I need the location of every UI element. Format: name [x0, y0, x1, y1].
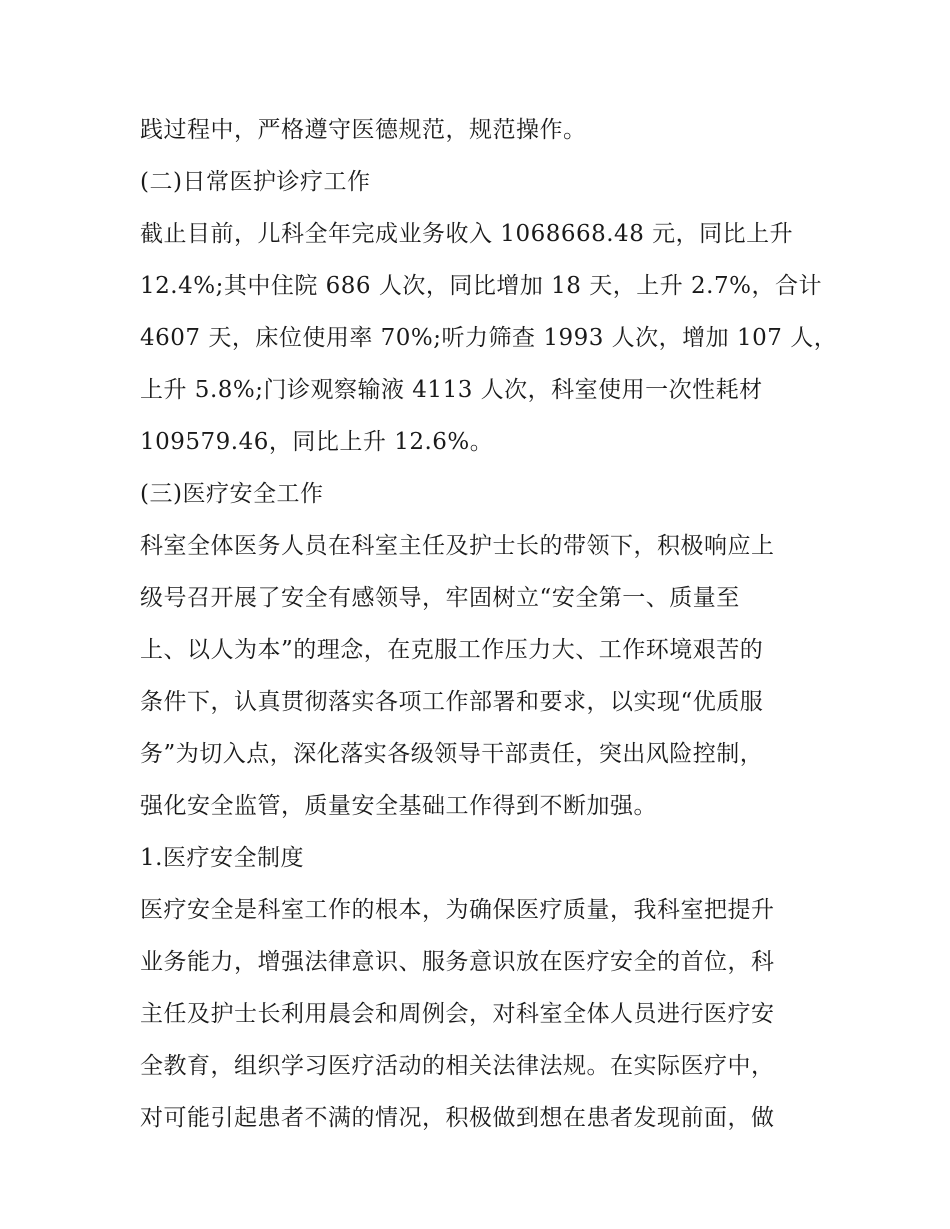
text-line: 对可能引起患者不满的情况，积极做到想在患者发现前面，做 [140, 1105, 775, 1131]
text-line: 主任及护士长利用晨会和周例会，对科室全体人员进行医疗安 [140, 1001, 775, 1027]
text-line: 业务能力，增强法律意识、服务意识放在医疗安全的首位，科 [140, 949, 775, 975]
text-line: 条件下，认真贯彻落实各项工作部署和要求，以实现“优质服 [140, 689, 764, 715]
text-line: 科室全体医务人员在科室主任及护士长的带领下，积极响应上 [140, 533, 775, 559]
text-line: 医疗安全是科室工作的根本，为确保医疗质量，我科室把提升 [140, 897, 775, 923]
text-line: 4607 天，床位使用率 70%;听力筛查 1993 人次，增加 107 人， [140, 325, 838, 351]
section-heading: (三)医疗安全工作 [140, 481, 324, 507]
text-line: 上升 5.8%;门诊观察输液 4113 人次，科室使用一次性耗材 [140, 377, 763, 403]
text-line: 全教育，组织学习医疗活动的相关法律法规。在实际医疗中， [140, 1053, 775, 1079]
text-line: 强化安全监管，质量安全基础工作得到不断加强。 [140, 793, 657, 819]
text-line: 截止目前，儿科全年完成业务收入 1068668.48 元，同比上升 [140, 221, 794, 247]
text-line: 践过程中，严格遵守医德规范，规范操作。 [140, 117, 587, 143]
text-line: 12.4%;其中住院 686 人次，同比增加 18 天，上升 2.7%，合计 [140, 273, 822, 299]
text-line: 109579.46，同比上升 12.6%。 [140, 429, 494, 455]
text-line: 级号召开展了安全有感领导，牢固树立“安全第一、质量至 [140, 585, 740, 611]
section-heading: (二)日常医护诊疗工作 [140, 169, 371, 195]
text-line: 务”为切入点，深化落实各级领导干部责任，突出风险控制， [140, 741, 764, 767]
subsection-heading: 1.医疗安全制度 [140, 845, 304, 871]
text-line: 上、以人为本”的理念，在克服工作压力大、工作环境艰苦的 [140, 637, 764, 663]
